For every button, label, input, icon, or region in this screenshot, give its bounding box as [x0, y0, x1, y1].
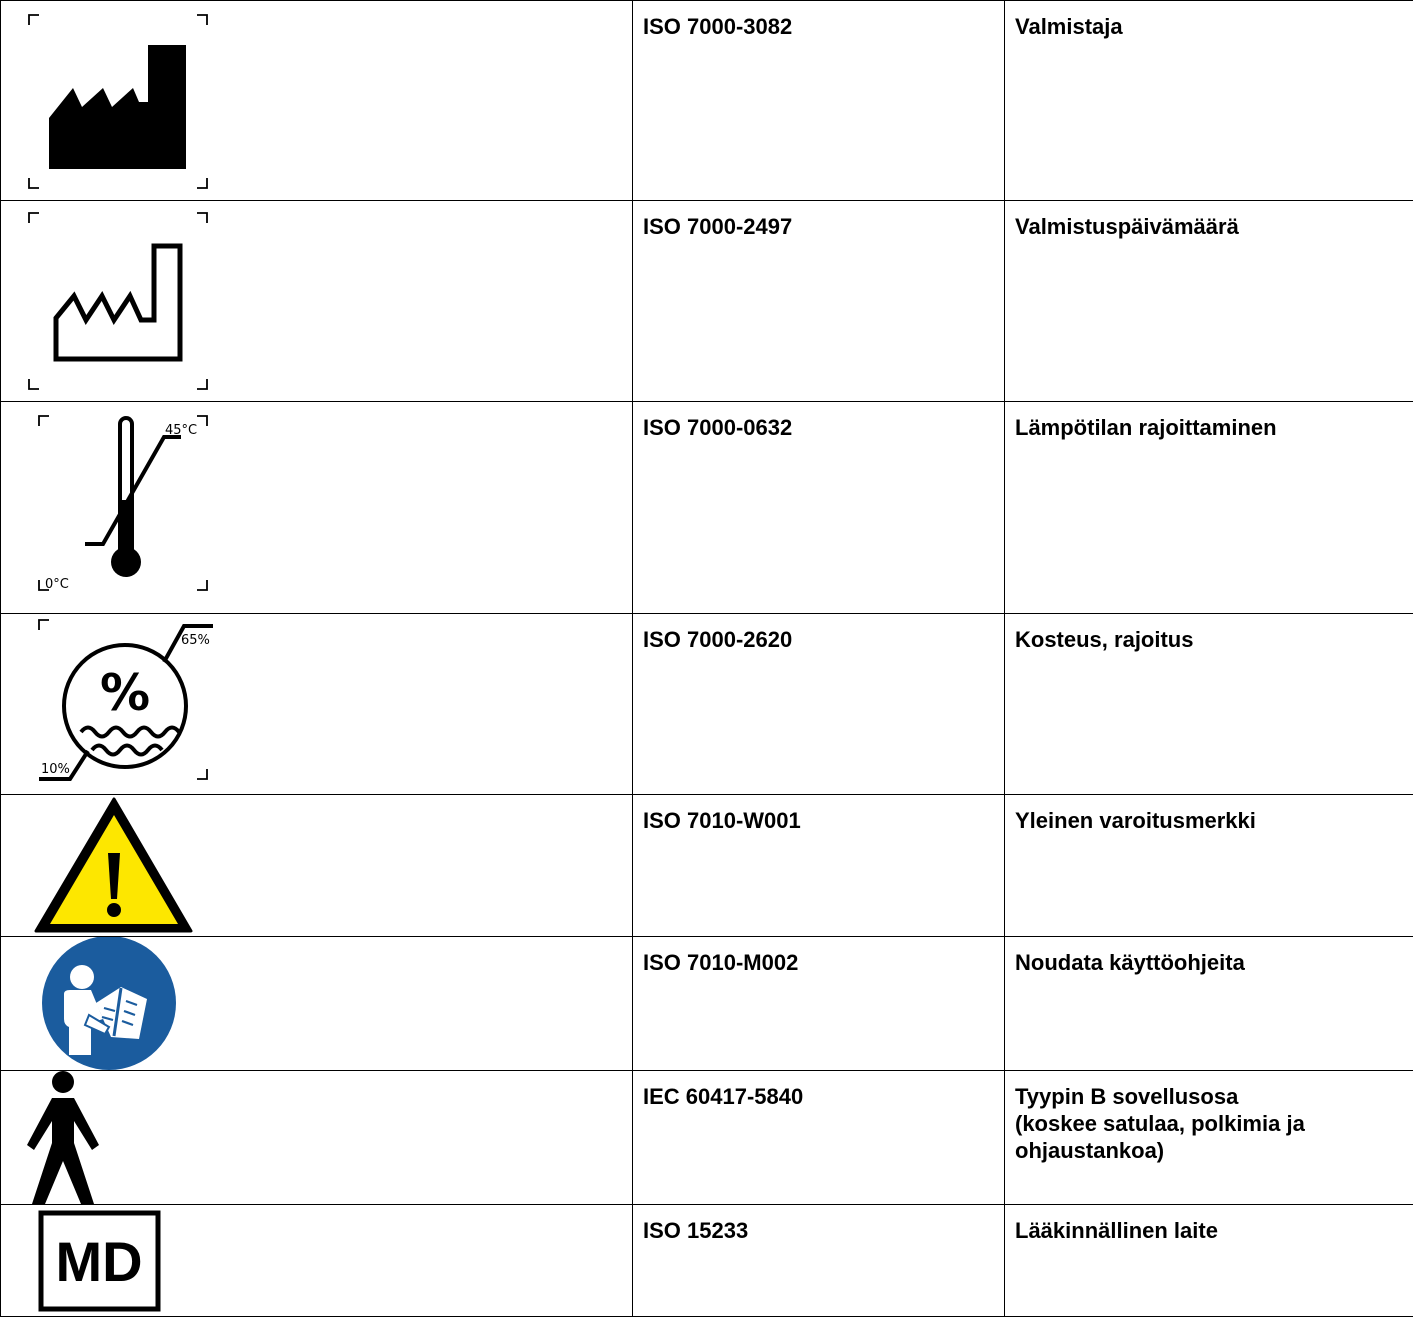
- symbol-code: ISO 7000-2497: [633, 201, 1005, 402]
- symbol-code: ISO 7000-0632: [633, 402, 1005, 614]
- symbol-cell: [1, 1205, 633, 1317]
- symbol-code: ISO 7010-W001: [633, 795, 1005, 937]
- lower-limit-label: 10%: [41, 762, 70, 777]
- description-line: (koskee satulaa, polkimia ja: [1015, 1110, 1403, 1137]
- symbol-code: ISO 7010-M002: [633, 937, 1005, 1071]
- description-line: ohjaustankoa): [1015, 1137, 1403, 1164]
- date-of-manufacture-icon: [1, 201, 221, 401]
- table-row: [1, 1205, 1413, 1317]
- symbol-cell: [1, 937, 633, 1071]
- symbol-description: Lääkinnällinen laite: [1005, 1205, 1413, 1317]
- upper-limit-label: 65%: [181, 633, 210, 648]
- table-row: [1, 614, 1413, 795]
- symbol-description: Yleinen varoitusmerkki: [1005, 795, 1413, 937]
- symbol-code: ISO 7000-3082: [633, 1, 1005, 201]
- table-row: [1, 1071, 1413, 1205]
- lower-limit-label: 0°C: [45, 577, 69, 592]
- table-row: [1, 1, 1413, 201]
- description-line: Tyypin B sovellusosa: [1015, 1083, 1403, 1110]
- medical-device-icon: [1, 1205, 221, 1315]
- symbol-cell: [1, 1, 633, 201]
- symbol-description: Valmistuspäivämäärä: [1005, 201, 1413, 402]
- upper-limit-label: 45°C: [165, 423, 197, 438]
- table-row: [1, 937, 1413, 1071]
- symbol-description: Lämpötilan rajoittaminen: [1005, 402, 1413, 614]
- general-warning-icon: [1, 795, 221, 936]
- symbol-cell: [1, 201, 633, 402]
- type-b-applied-part-icon: [1, 1071, 221, 1204]
- symbol-description: Noudata käyttöohjeita: [1005, 937, 1413, 1071]
- symbol-code: ISO 15233: [633, 1205, 1005, 1317]
- symbol-cell: [1, 795, 633, 937]
- symbol-description: [1005, 1071, 1413, 1205]
- symbol-cell: [1, 402, 633, 614]
- symbol-cell: [1, 1071, 633, 1205]
- symbol-description: Kosteus, rajoitus: [1005, 614, 1413, 795]
- symbol-cell: [1, 614, 633, 795]
- instructions-for-use-icon: [1, 937, 221, 1070]
- md-label: MD: [55, 1230, 142, 1293]
- humidity-limit-icon: [1, 614, 221, 794]
- symbol-description: Valmistaja: [1005, 1, 1413, 201]
- percent-glyph: %: [100, 664, 150, 722]
- manufacturer-icon: [1, 1, 221, 200]
- table-row: [1, 795, 1413, 937]
- symbol-code: IEC 60417-5840: [633, 1071, 1005, 1205]
- table-row: [1, 402, 1413, 614]
- symbol-code: ISO 7000-2620: [633, 614, 1005, 795]
- table-row: [1, 201, 1413, 402]
- temperature-limit-icon: [1, 402, 221, 613]
